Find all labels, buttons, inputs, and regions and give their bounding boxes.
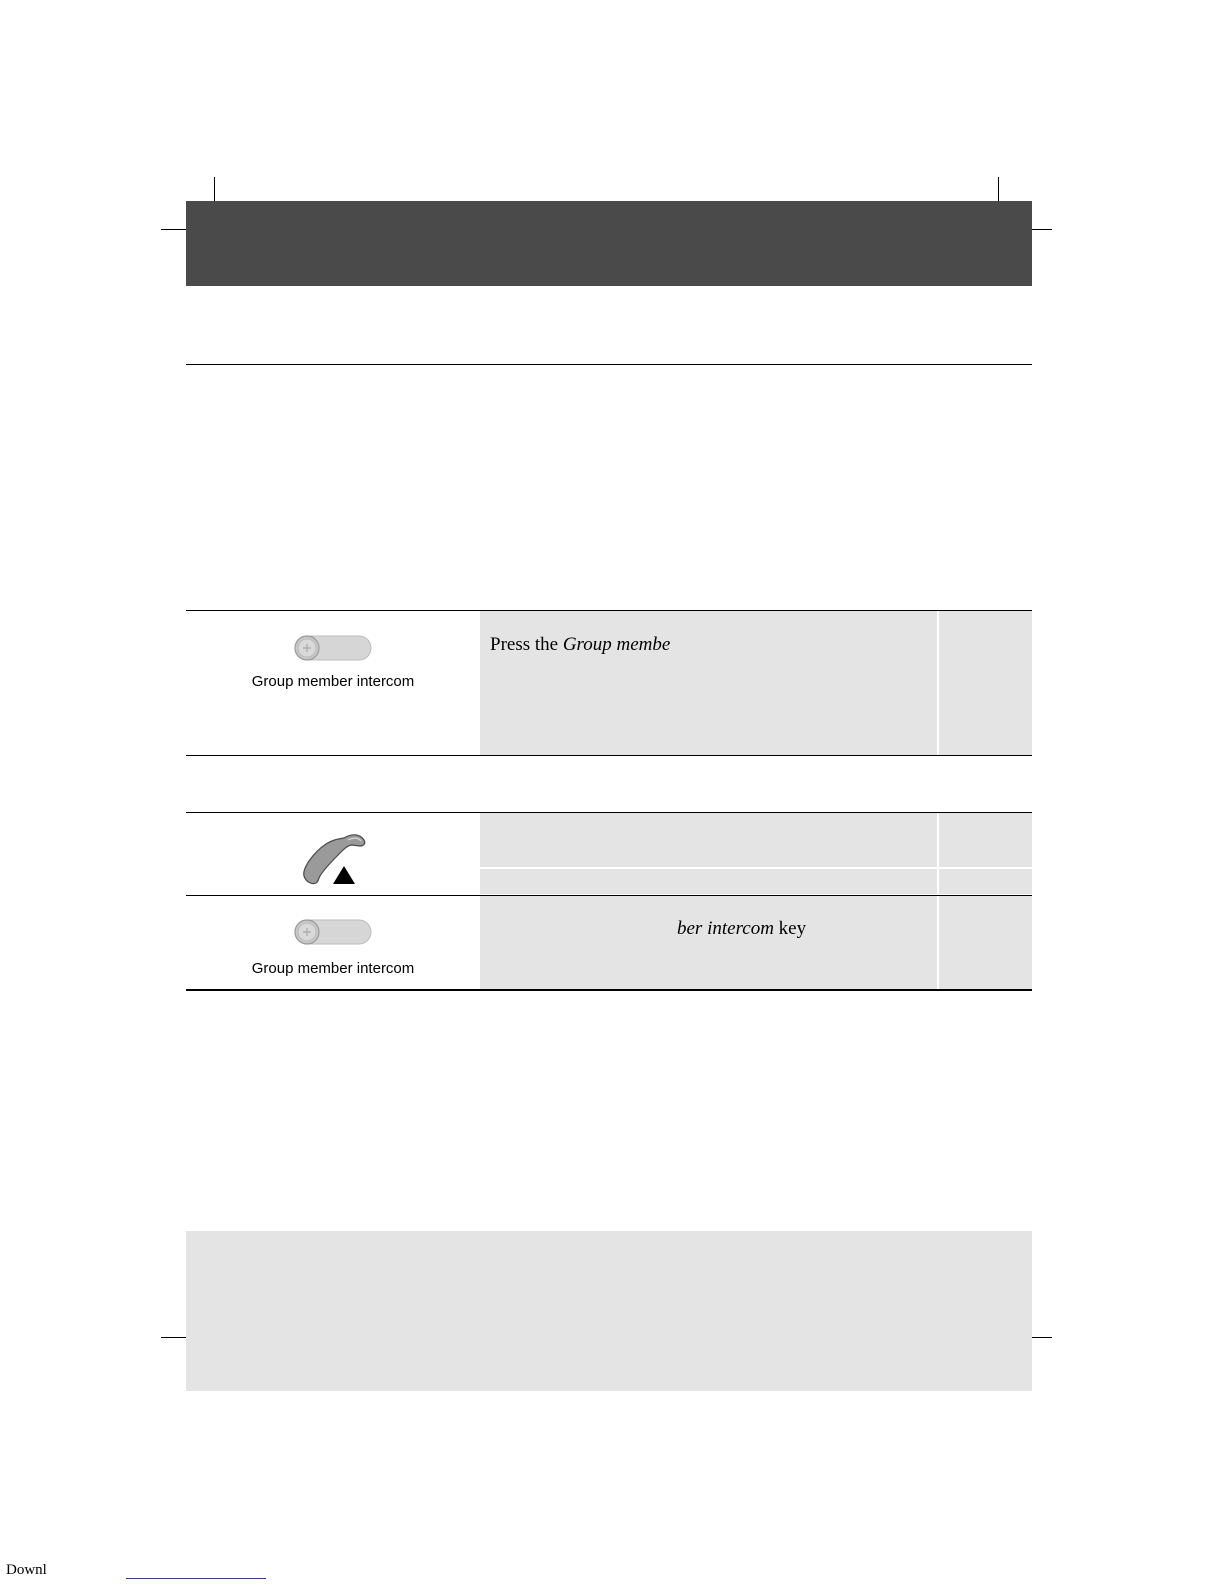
section-rule — [186, 364, 1032, 365]
step1-text — [490, 634, 670, 656]
table-rule — [186, 610, 1032, 611]
key-label-group-member-intercom: Group member intercom — [251, 673, 415, 690]
table-rule — [186, 812, 1032, 813]
crop-mark-top-left-h — [161, 229, 186, 230]
step3-suffix: key — [773, 918, 807, 939]
step3-text — [677, 918, 806, 940]
step3-text-cell — [480, 896, 937, 989]
key-label-group-member-intercom: Group member intercom — [251, 960, 415, 977]
table-rule — [186, 989, 1032, 991]
step3-italic: ber intercom — [677, 918, 774, 939]
arrow-up-icon — [333, 866, 355, 884]
chapter-header-band — [186, 201, 1032, 286]
step2-side-cell-a — [939, 813, 1032, 867]
step1-side-cell — [939, 611, 1032, 755]
footer-text: Downl — [6, 1562, 47, 1578]
table-rule — [186, 755, 1032, 756]
programmable-key-icon — [294, 919, 372, 945]
note-panel — [186, 1231, 1032, 1391]
step1-text-cell — [480, 611, 937, 755]
crop-mark-top-right-v — [998, 177, 999, 201]
step1-prefix: Press the — [490, 634, 563, 655]
step2-text-cell-a — [480, 813, 937, 867]
table-rule — [186, 895, 1032, 896]
crop-mark-top-right-h — [1032, 229, 1052, 230]
footer-link[interactable] — [126, 1550, 266, 1579]
step2-text-cell-b — [480, 869, 937, 894]
programmable-key-icon — [294, 635, 372, 661]
step2-side-cell-b — [939, 869, 1032, 894]
step1-italic: Group membe — [562, 634, 671, 655]
step3-side-cell — [939, 896, 1032, 989]
crop-mark-top-left-v — [214, 177, 215, 201]
